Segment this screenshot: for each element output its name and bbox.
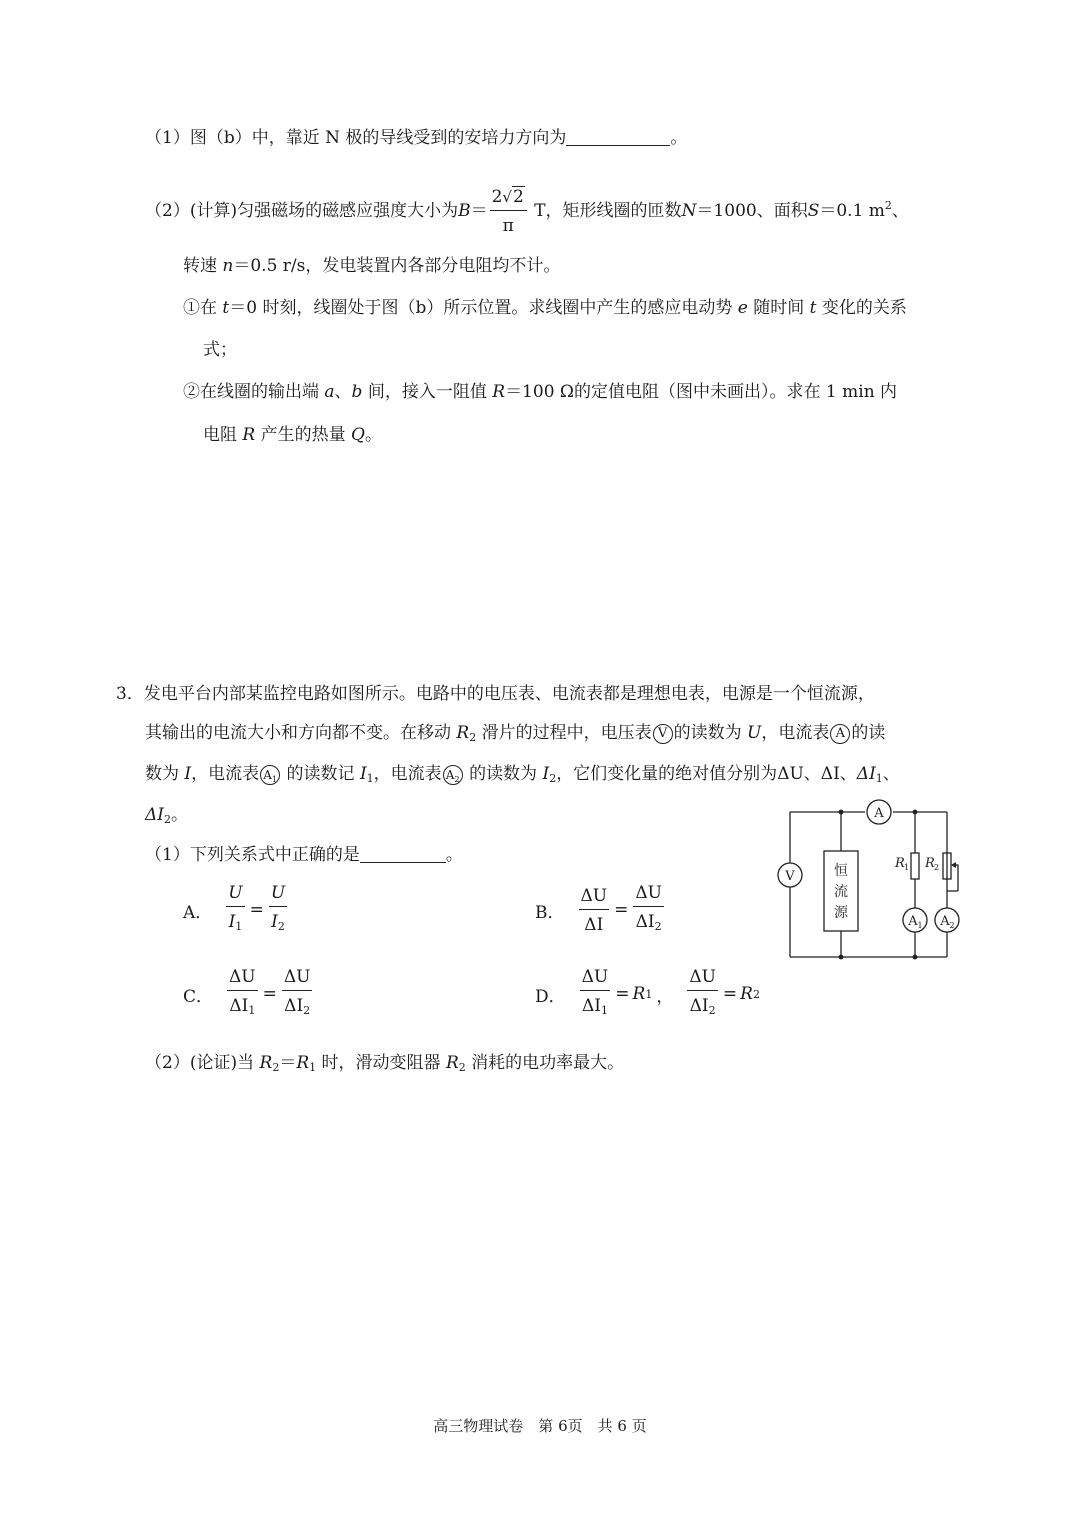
q3-part2: （2）(论证)当 $R_2=R_1$ 时，滑动变阻器 $R_2$ 消耗的电功率最大。 xyxy=(145,1053,625,1074)
svg-text:2: 2 xyxy=(934,863,940,872)
source-char-2: 流 xyxy=(834,884,848,900)
q2-speed-line: 转速 n＝0.5 r/s，发电装置内各部分电阻均不计。 xyxy=(183,256,561,276)
b-field-fraction: $\frac{2√2}{\pi}$ xyxy=(490,186,527,237)
voltmeter-symbol: V xyxy=(653,724,673,744)
source-char-1: 恒 xyxy=(834,863,848,879)
r1-label: R xyxy=(895,856,905,871)
ammeter-a1-label: A xyxy=(908,914,918,929)
option-b[interactable]: B． $\frac{\Delta U}{\Delta I}$ = $\frac{\Delta U}{\Delta I_2}$ xyxy=(535,883,662,935)
q3-line-3: 数为 I，电流表 $A_1$ 的读数记 $I_1$，电流表 $A_2$ 的读数为 $I_2$，它们变化量的绝对值分别为ΔU、ΔI、$\Delta I_1$、 xyxy=(145,764,900,785)
question-number: 3． xyxy=(116,684,144,704)
option-a[interactable]: A． $\frac{U}{I_1}$ = $\frac{U}{I_2}$ xyxy=(183,883,286,933)
r2-label: R xyxy=(925,856,935,871)
q2-part2: （2）(计算)匀强磁场的磁感应强度大小为B＝ $\frac{2√2}{\pi}$ T，矩形线圈的匝数N＝1000、面积S＝0.1 $m^2$、 xyxy=(145,187,909,236)
resistor-r1 xyxy=(911,853,919,879)
q2-subquestion-1-cont: 式； xyxy=(203,340,237,360)
rheostat-slider-wire xyxy=(954,865,958,891)
svg-text:2: 2 xyxy=(949,921,955,930)
q3-line-4: $\Delta I_2$。 xyxy=(145,805,188,826)
q2-subquestion-1: ①在 t＝0 时刻，线圈处于图（b）所示位置。求线圈中产生的感应电动势 e 随时间 t 变化的关系 xyxy=(183,298,907,318)
q3-line-1: 3．发电平台内部某监控电路如图所示。电路中的电压表、电流表都是理想电表，电源是一个恒流源， xyxy=(116,684,875,704)
voltmeter-label: V xyxy=(785,869,795,884)
ammeter-a1-symbol: $A_1$ xyxy=(260,765,280,785)
ammeter-main-label: A xyxy=(874,806,884,821)
q3-part1-answer-blank[interactable] xyxy=(360,845,446,863)
rheostat-slider-arrow xyxy=(951,862,956,868)
option-d[interactable]: D． $\frac{\Delta U}{\Delta I_1}$ = R 1 ， $\frac{\Delta U}{\Delta I_2}$ = R 2 xyxy=(535,967,760,1017)
ammeter-symbol: A xyxy=(830,724,850,744)
monitoring-circuit-diagram xyxy=(770,795,980,965)
q2-part1: （1）图（b）中，靠近 N 极的导线受到的安培力方向为 。 xyxy=(145,128,688,148)
source-char-3: 源 xyxy=(834,905,848,921)
q2-part1-answer-blank[interactable] xyxy=(566,128,670,146)
option-c[interactable]: C． $\frac{\Delta U}{\Delta I_1}$ = $\frac{\Delta U}{\Delta I_2}$ xyxy=(183,967,311,1017)
ammeter-a2-symbol: $A_2$ xyxy=(443,765,463,785)
svg-text:1: 1 xyxy=(904,863,910,872)
page-footer: 高三物理试卷 第 6页 共 6 页 xyxy=(433,1417,647,1435)
q3-part1: （1）下列关系式中正确的是 。 xyxy=(145,845,463,865)
q3-line-2: 其输出的电流大小和方向都不变。在移动 $R_2$ 滑片的过程中，电压表 V 的读数为 U，电流表 A 的读 xyxy=(145,723,886,744)
ammeter-a2-label: A xyxy=(940,914,950,929)
square-root-symbol: √2 xyxy=(502,187,524,207)
q2-subquestion-2: ②在线圈的输出端 a、b 间，接入一阻值 R＝100 Ω的定值电阻（图中未画出）。求在 1 min 内 xyxy=(183,382,898,402)
q2-subquestion-2-cont: 电阻 R 产生的热量 Q。 xyxy=(203,425,382,445)
svg-text:1: 1 xyxy=(917,921,923,930)
